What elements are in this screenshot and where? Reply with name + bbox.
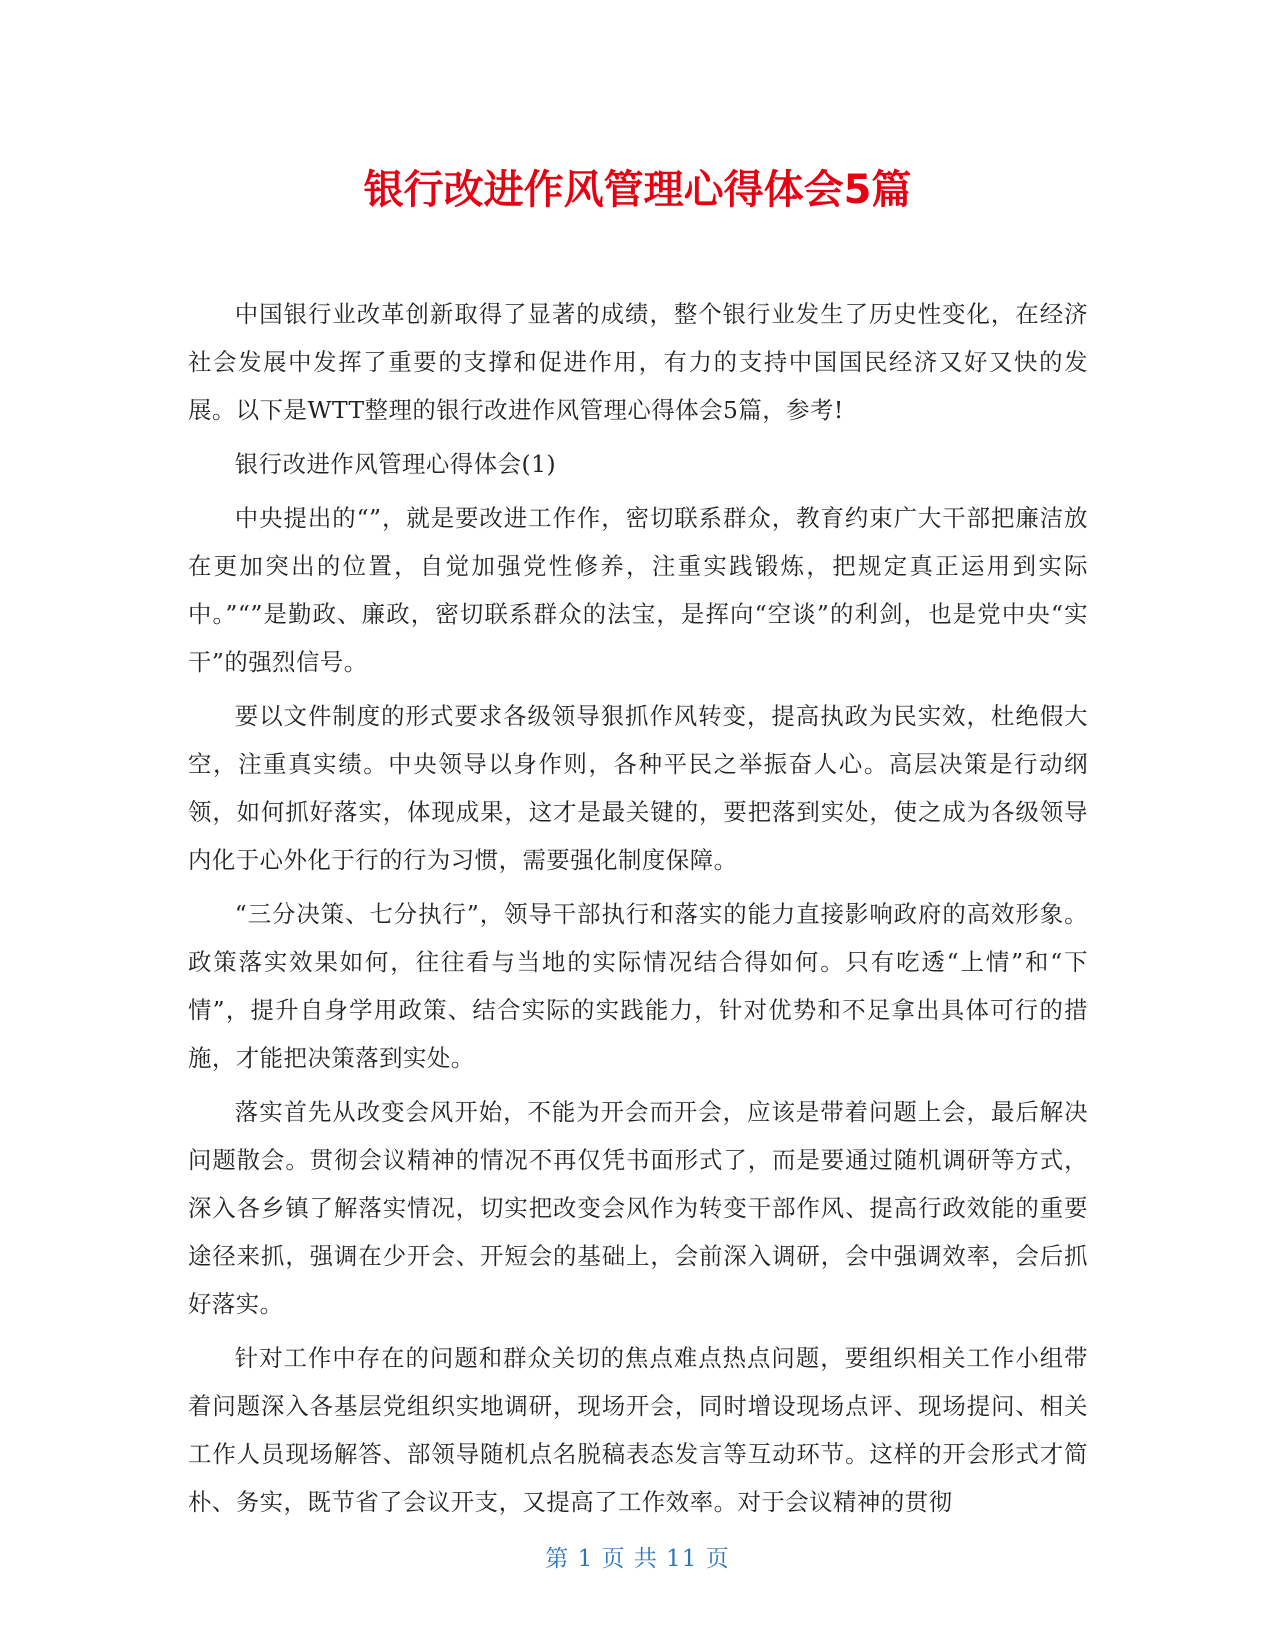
page-number-footer: 第 1 页 共 11 页 bbox=[545, 1546, 730, 1572]
body-paragraph: 针对工作中存在的问题和群众关切的焦点难点热点问题，要组织相关工作小组带着问题深入各基层党组织实地调研，现场开会，同时增设现场点评、现场提问、相关工作人员现场解答、部领导随机点名脱稿表态发言等互动环节。这样的开会形式才简朴、务实，既节省了会议开支，又提高了工作效率。对于会议精神的贯彻 bbox=[188, 1344, 1088, 1516]
body-paragraph: 落实首先从改变会风开始，不能为开会而开会，应该是带着问题上会，最后解决问题散会。贯彻会议精神的情况不再仅凭书面形式了，而是要通过随机调研等方式，深入各乡镇了解落实情况，切实把改变会风作为转变干部作风、提高行政效能的重要途径来抓，强调在少开会、开短会的基础上，会前深入调研，会中强调效率，会后抓好落实。 bbox=[188, 1098, 1088, 1318]
body-paragraph: 中央提出的“”，就是要改进工作作，密切联系群众，教育约束广大干部把廉洁放在更加突出的位置，自觉加强党性修养，注重实践锻炼，把规定真正运用到实际中。”“”是勤政、廉政，密切联系群众的法宝，是挥向“空谈”的利剑，也是党中央“实干”的强烈信号。 bbox=[188, 504, 1088, 676]
body-paragraph: “三分决策、七分执行”，领导干部执行和落实的能力直接影响政府的高效形象。政策落实效果如何，往往看与当地的实际情况结合得如何。只有吃透“上情”和“下情”，提升自身学用政策、结合实际的实践能力，针对优势和不足拿出具体可行的措施，才能把决策落到实处。 bbox=[188, 900, 1088, 1072]
intro-paragraph: 中国银行业改革创新取得了显著的成绩，整个银行业发生了历史性变化，在经济社会发展中发挥了重要的支撑和促进作用，有力的支持中国国民经济又好又快的发展。以下是WTT整理的银行改进作风管理心得体会5篇，参考! bbox=[188, 300, 1088, 424]
section-heading: 银行改进作风管理心得体会(1) bbox=[234, 450, 557, 478]
document-body bbox=[188, 290, 1088, 1532]
body-paragraph: 要以文件制度的形式要求各级领导狠抓作风转变，提高执政为民实效，杜绝假大空，注重真实绩。中央领导以身作则，各种平民之举振奋人心。高层决策是行动纲领，如何抓好落实，体现成果，这才是最关键的，要把落到实处，使之成为各级领导内化于心外化于行的行为习惯，需要强化制度保障。 bbox=[188, 702, 1088, 874]
document-title: 银行改进作风管理心得体会5篇 bbox=[363, 167, 912, 213]
